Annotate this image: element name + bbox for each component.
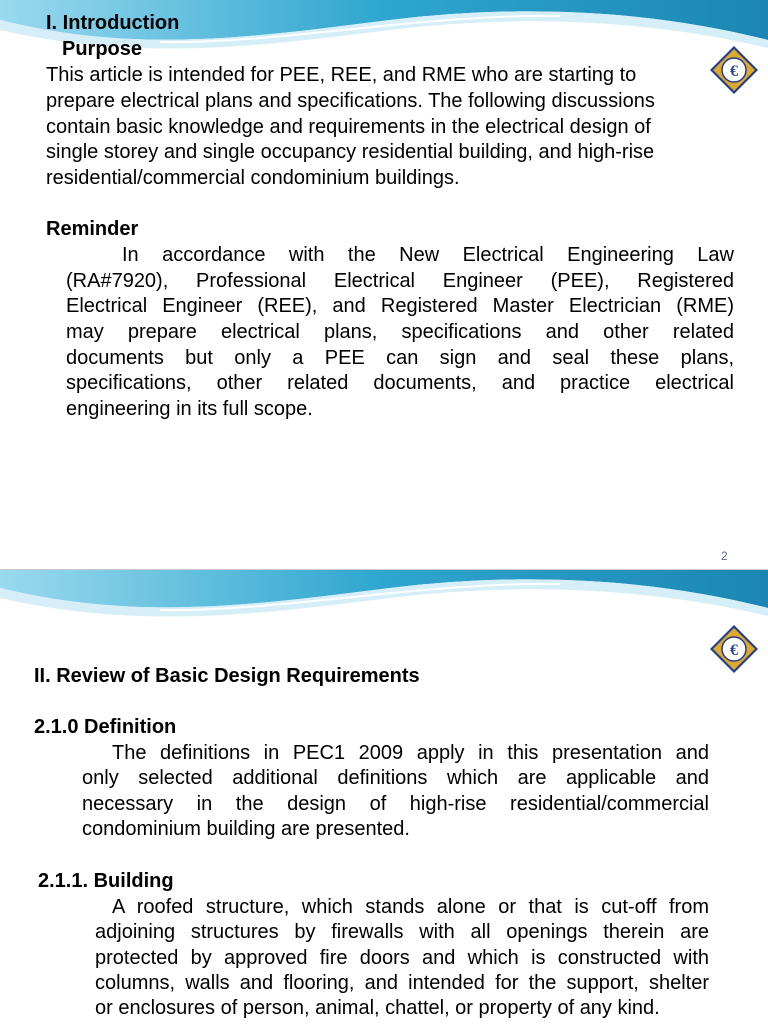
section-heading: II. Review of Basic Design Requirements xyxy=(34,665,420,687)
paragraph-line: In accordance with the New Electrical Engineering Law xyxy=(122,244,734,266)
paragraph-line: residential/commercial condominium buildings. xyxy=(46,167,460,189)
paragraph-line: engineering in its full scope. xyxy=(66,398,313,420)
paragraph-line: This article is intended for PEE, REE, and RME who are starting to xyxy=(46,64,637,86)
paragraph-line: Electrical Engineer (REE), and Registered Master Electrician (RME) xyxy=(66,295,734,317)
reminder-title: Reminder xyxy=(46,218,139,240)
section-heading: I. Introduction xyxy=(46,12,180,34)
paragraph-line: necessary in the design of high-rise residential/commercial xyxy=(82,793,709,815)
electrical-engineering-seal-icon xyxy=(709,45,759,95)
purpose-subheading: Purpose xyxy=(62,38,143,60)
paragraph-line: documents but only a PEE can sign and seal these plans, xyxy=(66,347,734,369)
paragraph-line: adjoining structures by firewalls with all openings therein are xyxy=(95,921,709,943)
header-wave-decoration xyxy=(0,570,768,636)
paragraph-line: or enclosures of person, animal, chattel, or property of any kind. xyxy=(95,997,660,1019)
paragraph-line: (RA#7920), Professional Electrical Engineer (PEE), Registered xyxy=(66,270,734,292)
paragraph-line: specifications, other related documents, and practice electrical xyxy=(66,372,734,394)
paragraph-line: only selected additional definitions which are applicable and xyxy=(82,767,709,789)
page-number: 2 xyxy=(721,549,728,563)
paragraph-line: columns, walls and flooring, and intended for the support, shelter xyxy=(95,972,709,994)
paragraph-line: protected by approved fire doors and which is constructed with xyxy=(95,947,709,969)
paragraph-line: may prepare electrical plans, specifications and other related xyxy=(66,321,734,343)
electrical-engineering-seal-icon xyxy=(709,624,759,674)
svg-text:€: € xyxy=(730,642,738,659)
slide-2 xyxy=(0,570,768,1024)
paragraph-line: A roofed structure, which stands alone or that is cut-off from xyxy=(112,896,709,918)
paragraph-line: single storey and single occupancy residential building, and high-rise xyxy=(46,141,655,163)
building-title: 2.1.1. Building xyxy=(38,870,174,892)
svg-text:€: € xyxy=(730,63,738,80)
paragraph-line: condominium building are presented. xyxy=(82,818,410,840)
paragraph-line: contain basic knowledge and requirements in the electrical design of xyxy=(46,116,651,138)
definition-title: 2.1.0 Definition xyxy=(34,716,177,738)
paragraph-line: prepare electrical plans and specifications. The following discussions xyxy=(46,90,655,112)
paragraph-line: The definitions in PEC1 2009 apply in this presentation and xyxy=(112,742,709,764)
